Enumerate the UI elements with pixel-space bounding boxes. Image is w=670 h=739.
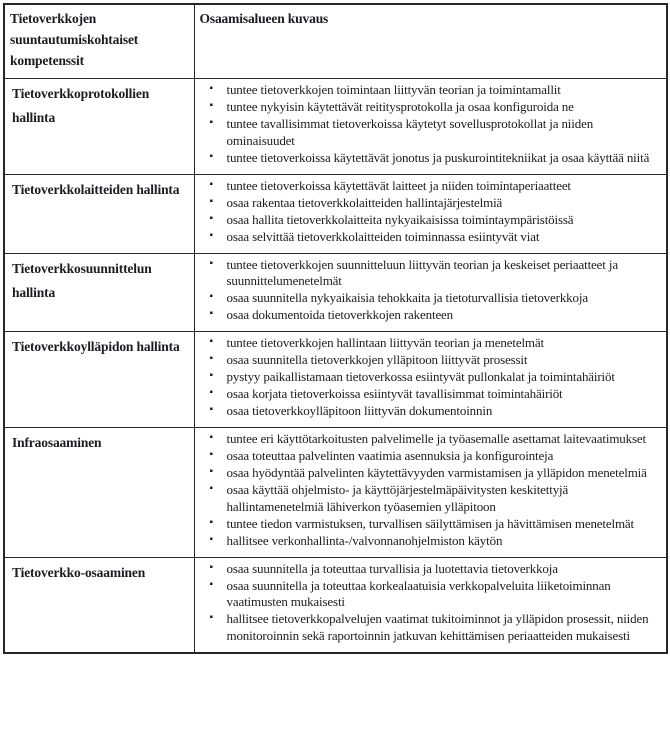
list-item-text: pystyy paikallistamaan tietoverkossa esiintyvät pullonkalat ja toimintahäiriöt	[226, 369, 615, 384]
table-body	[4, 79, 667, 653]
list-item	[210, 352, 662, 369]
list-item	[210, 290, 662, 307]
square-bullet-icon: ▪	[209, 533, 213, 545]
list-item	[210, 150, 662, 167]
list-item-text: tuntee tiedon varmistuksen, turvallisen säilyttämisen ja hävittämisen menetelmät	[226, 515, 635, 531]
square-bullet-icon: ▪	[209, 291, 213, 302]
list-item	[210, 178, 662, 195]
list-item	[210, 482, 662, 515]
list-item-text: osaa tietoverkkoylläpitoon liittyvän dokumentoinnin	[226, 403, 493, 418]
list-item	[210, 578, 662, 611]
list-item-text: tuntee tietoverkoissa käytettävät jonotus ja puskurointitekniikat ja osaa käyttää niitä	[226, 149, 650, 165]
bullet-list	[200, 82, 662, 166]
list-item-text: tuntee nykyisin käytettävät reititysprotokolla ja osaa konfiguroida ne	[226, 99, 574, 114]
square-bullet-icon: ▪	[209, 83, 213, 94]
square-bullet-icon: ▪	[209, 336, 213, 347]
list-item	[210, 99, 662, 116]
list-item	[210, 403, 662, 420]
list-item	[210, 533, 662, 550]
list-item-text: osaa toteuttaa palvelinten vaatimia asennuksia ja konfigurointeja	[226, 448, 554, 463]
table-row	[4, 428, 667, 558]
competency-name: Infraosaaminen	[4, 428, 194, 558]
list-item	[210, 448, 662, 465]
list-item-text: tuntee tavallisimmat tietoverkoissa käytetyt sovellusprotokollat ja niiden ominaisuudet	[226, 116, 594, 148]
competency-name: Tietoverkkosuunnittelun hallinta	[4, 253, 194, 332]
list-item-text: tuntee tietoverkoissa käytettävät laitteet ja niiden toimintaperiaatteet	[226, 177, 571, 193]
square-bullet-icon: ▪	[209, 212, 213, 224]
square-bullet-icon: ▪	[209, 100, 213, 111]
bullet-list	[200, 178, 662, 246]
square-bullet-icon: ▪	[209, 404, 213, 415]
bullet-list	[200, 431, 662, 549]
list-item-text: tuntee tietoverkkojen suunnitteluun liittyvän teorian ja keskeiset periaatteet ja suunnittelumenetelmät	[226, 256, 618, 288]
list-item-text: tuntee tietoverkkojen hallintaan liittyvän teorian ja menetelmät	[226, 335, 544, 350]
list-item	[210, 561, 662, 578]
list-item-text: osaa selvittää tietoverkkolaitteiden toiminnassa esiintyvät viat	[226, 228, 540, 244]
list-item	[210, 431, 662, 448]
list-item-text: tuntee tietoverkkojen toimintaan liittyvän teorian ja toimintamallit	[226, 82, 561, 97]
list-item	[210, 195, 662, 212]
competency-name: Tietoverkkoprotokollien hallinta	[4, 79, 194, 175]
competency-name: Tietoverkkoylläpidon hallinta	[4, 332, 194, 428]
list-item-text: osaa korjata tietoverkoissa esiintyvät tavallisimmat toimintahäiriöt	[226, 386, 563, 401]
square-bullet-icon: ▪	[209, 117, 213, 128]
list-item	[210, 465, 662, 482]
list-item	[210, 116, 662, 149]
bullet-list	[200, 561, 662, 645]
list-item	[210, 516, 662, 533]
list-item-text: osaa suunnitella nykyaikaisia tehokkaita ja tietoturvallisia tietoverkkoja	[226, 290, 588, 305]
competency-description	[194, 79, 667, 175]
list-item-text: osaa käyttää ohjelmisto- ja käyttöjärjestelmäpäivitysten keskitettyjä hallintamenetelmiä lähiverkon työasemien ylläpitoon	[226, 482, 569, 514]
list-item-text: osaa rakentaa tietoverkkolaitteiden hallintajärjestelmiä	[226, 194, 503, 210]
square-bullet-icon: ▪	[209, 370, 213, 381]
square-bullet-icon: ▪	[209, 612, 213, 623]
list-item	[210, 611, 662, 644]
square-bullet-icon: ▪	[209, 257, 213, 269]
list-item-text: osaa suunnitella ja toteuttaa korkealaatuisia verkkopalveluita liiketoiminnan vaatimusten mukaisesti	[226, 577, 611, 609]
table-row	[4, 557, 667, 653]
list-item	[210, 307, 662, 324]
square-bullet-icon: ▪	[209, 483, 213, 494]
bullet-list	[200, 335, 662, 420]
list-item-text: osaa dokumentoida tietoverkkojen rakenteen	[226, 307, 454, 322]
list-item-text: hallitsee verkonhallinta-/valvonnanohjelmiston käytön	[226, 532, 503, 548]
header-description-column: Osaamisalueen kuvaus	[194, 4, 667, 79]
competency-description	[194, 557, 667, 653]
square-bullet-icon: ▪	[209, 150, 213, 162]
competency-description	[194, 174, 667, 253]
list-item	[210, 212, 662, 229]
square-bullet-icon: ▪	[209, 578, 213, 590]
square-bullet-icon: ▪	[209, 387, 213, 398]
list-item-text: tuntee eri käyttötarkoitusten palvelimelle ja työasemalle asettamat laitevaatimukset	[226, 431, 646, 446]
square-bullet-icon: ▪	[209, 308, 213, 319]
table-row	[4, 253, 667, 332]
square-bullet-icon: ▪	[209, 466, 213, 477]
table-row	[4, 79, 667, 175]
competency-table	[3, 3, 668, 654]
square-bullet-icon: ▪	[209, 229, 213, 241]
list-item-text: hallitsee tietoverkkopalvelujen vaatimat tukitoiminnot ja ylläpidon prosessit, niiden monitoroinnin sekä raportoinnin jatkuvan kehittämisen periaatteiden mukaisesti	[226, 611, 649, 643]
competency-name: Tietoverkko-osaaminen	[4, 557, 194, 653]
list-item	[210, 386, 662, 403]
list-item	[210, 335, 662, 352]
header-competency-column: Tietoverkkojen suuntautumiskohtaiset kompetenssit	[4, 4, 194, 79]
competency-description	[194, 253, 667, 332]
square-bullet-icon: ▪	[209, 178, 213, 190]
list-item	[210, 257, 662, 290]
square-bullet-icon: ▪	[209, 432, 213, 443]
square-bullet-icon: ▪	[209, 561, 213, 573]
list-item-text: osaa hallita tietoverkkolaitteita nykyaikaisissa toimintaympäristöissä	[226, 211, 574, 227]
table-header-row	[4, 4, 667, 79]
list-item-text: osaa suunnitella ja toteuttaa turvallisia ja luotettavia tietoverkkoja	[226, 560, 558, 576]
table-row	[4, 174, 667, 253]
list-item	[210, 82, 662, 99]
square-bullet-icon: ▪	[209, 449, 213, 460]
list-item	[210, 369, 662, 386]
list-item	[210, 229, 662, 246]
table-row	[4, 332, 667, 428]
square-bullet-icon: ▪	[209, 516, 213, 528]
square-bullet-icon: ▪	[209, 195, 213, 207]
list-item-text: osaa hyödyntää palvelinten käytettävyyden varmistamisen ja ylläpidon menetelmiä	[226, 465, 647, 480]
bullet-list	[200, 257, 662, 324]
list-item-text: osaa suunnitella tietoverkkojen ylläpitoon liittyvät prosessit	[226, 352, 528, 367]
competency-name: Tietoverkkolaitteiden hallinta	[4, 174, 194, 253]
competency-description	[194, 428, 667, 558]
competency-description	[194, 332, 667, 428]
square-bullet-icon: ▪	[209, 353, 213, 364]
